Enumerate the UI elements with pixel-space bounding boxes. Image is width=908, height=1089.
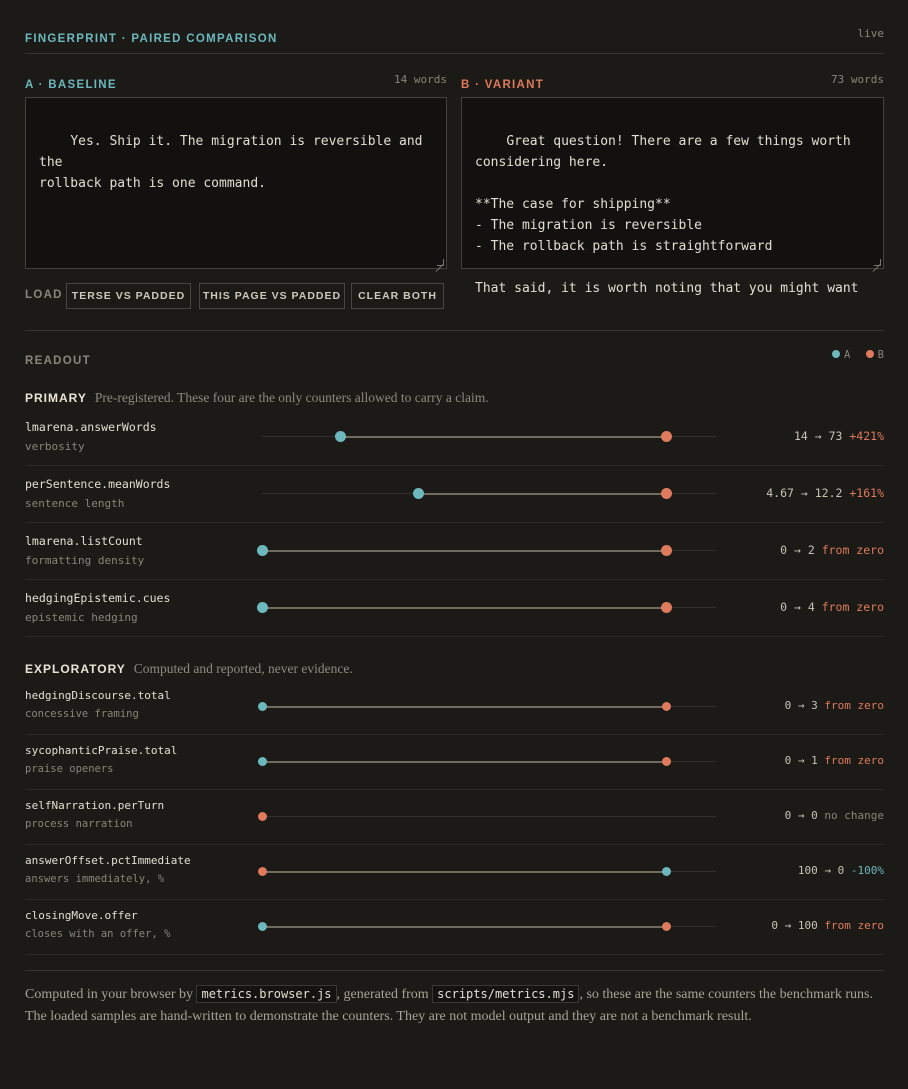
metric-value: [766, 486, 884, 500]
exploratory-title: EXPLORATORY: [25, 662, 126, 676]
metric-name: hedgingEpistemic.cues: [25, 591, 171, 605]
metric-a-value: 14: [793, 428, 808, 443]
metric-row: [25, 580, 884, 637]
metric-change: no change: [824, 809, 884, 823]
legend-b-dot-icon: [866, 350, 874, 358]
variant-point: [661, 488, 672, 499]
readout-header: [25, 349, 884, 367]
metric-b-value: 100: [797, 919, 818, 933]
baseline-point: [258, 922, 267, 931]
metric-name: lmarena.listCount: [25, 534, 143, 548]
baseline-point: [335, 431, 346, 442]
metric-b-value: 4: [807, 599, 815, 614]
metric-description: concessive framing: [25, 708, 139, 720]
divider: [25, 53, 884, 54]
metric-change: from zero: [824, 919, 884, 933]
metric-description: epistemic hedging: [25, 611, 138, 624]
baseline-point: [662, 867, 671, 876]
metric-description: formatting density: [25, 554, 145, 567]
arrow-icon: →: [791, 699, 812, 713]
legend-b-label: B: [877, 349, 884, 361]
clear-both-button[interactable]: CLEAR BOTH: [351, 283, 444, 309]
metric-description: praise openers: [25, 763, 114, 775]
baseline-point: [413, 488, 424, 499]
live-status: live: [857, 27, 884, 40]
variant-point: [662, 702, 671, 711]
arrow-icon: →: [791, 754, 812, 768]
metric-row: [25, 409, 884, 466]
baseline-text: Yes. Ship it. The migration is reversible and the rollback path is one command.: [39, 134, 423, 191]
metric-change: +421%: [849, 428, 884, 443]
metric-change: from zero: [821, 599, 884, 614]
metric-a-value: 0: [771, 919, 779, 933]
metric-row: [25, 680, 884, 735]
arrow-icon: →: [787, 599, 808, 614]
arrow-icon: →: [817, 864, 838, 878]
resize-handle-icon[interactable]: [874, 259, 881, 266]
metric-a-value: 0: [784, 809, 792, 823]
metric-b-value: 2: [807, 542, 815, 557]
metric-b-value: 73: [828, 428, 843, 443]
panel-b-label: B · VARIANT: [461, 79, 545, 91]
metric-description: closes with an offer, %: [25, 928, 171, 940]
resize-handle-icon[interactable]: [437, 259, 444, 266]
metric-name: perSentence.meanWords: [25, 477, 171, 491]
variant-point: [661, 545, 672, 556]
exploratory-section-header: [25, 658, 353, 674]
panel-b-word-count: 73 words: [831, 73, 884, 86]
baseline-point: [257, 545, 268, 556]
panel-a-label: A · BASELINE: [25, 79, 117, 91]
metric-name: hedgingDiscourse.total: [25, 689, 171, 702]
footer-text: , so these are the same counters the benchmark runs. The loaded samples are hand-written to demonstrate the counters. They are not model output and they are not a benchmark result.: [25, 987, 873, 1024]
metric-name: lmarena.answerWords: [25, 420, 157, 434]
code-metrics-mjs: scripts/metrics.mjs: [432, 985, 579, 1003]
primary-title: PRIMARY: [25, 391, 87, 405]
metric-value: [798, 864, 884, 877]
arrow-icon: →: [807, 428, 829, 443]
baseline-point: [258, 757, 267, 766]
metric-name: answerOffset.pctImmediate: [25, 854, 191, 867]
variant-point: [662, 757, 671, 766]
variant-point: [258, 812, 267, 821]
metric-row: [25, 900, 884, 955]
metric-name: closingMove.offer: [25, 909, 138, 922]
metric-a-value: 100: [797, 864, 818, 878]
metric-row: [25, 466, 884, 523]
variant-point: [258, 867, 267, 876]
metric-delta-bar: [418, 493, 666, 495]
legend-a-dot-icon: [832, 350, 840, 358]
variant-text: Great question! There are a few things worth considering here. **The case for shipping** - The migration is reversible - The rollback path is straightforward That said, it is worth noting that you might want: [475, 134, 859, 296]
metric-value: [785, 754, 884, 767]
metric-delta-bar: [262, 550, 666, 552]
divider: [25, 970, 884, 971]
metric-value: [771, 919, 884, 932]
metric-a-value: 0: [784, 699, 792, 713]
primary-description: Pre-registered. These four are the only counters allowed to carry a claim.: [94, 390, 489, 405]
metric-delta-bar: [262, 926, 666, 928]
load-label: LOAD: [25, 289, 63, 301]
page-title: FINGERPRINT · PAIRED COMPARISON: [25, 33, 278, 45]
footer-note: [25, 983, 884, 1028]
metric-b-value: 1: [811, 754, 818, 768]
panel-a-word-count: 14 words: [394, 73, 447, 86]
panel-b-header: [461, 73, 884, 91]
metric-delta-bar: [340, 436, 666, 438]
metric-delta-bar: [262, 761, 666, 763]
metric-a-value: 4.67: [766, 485, 794, 500]
code-metrics-browser: metrics.browser.js: [196, 985, 336, 1003]
metric-value: [785, 699, 884, 712]
metric-change: from zero: [824, 754, 884, 768]
metric-row: [25, 790, 884, 845]
legend: [832, 349, 884, 361]
metric-delta-bar: [262, 607, 666, 609]
metric-change: from zero: [824, 699, 884, 713]
row-divider: [25, 954, 884, 955]
metric-row: [25, 845, 884, 900]
variant-point: [661, 602, 672, 613]
arrow-icon: →: [778, 919, 798, 933]
metric-description: answers immediately, %: [25, 873, 165, 885]
metric-value: [780, 600, 884, 614]
variant-point: [662, 922, 671, 931]
metric-a-value: 0: [780, 599, 788, 614]
metric-name: sycophanticPraise.total: [25, 744, 178, 757]
load-terse-vs-padded-button[interactable]: TERSE VS PADDED: [66, 283, 191, 309]
baseline-point: [258, 702, 267, 711]
metric-b-value: 0: [811, 809, 818, 823]
metric-value: [794, 429, 884, 443]
metric-description: verbosity: [25, 440, 85, 453]
variant-point: [661, 431, 672, 442]
arrow-icon: →: [787, 542, 808, 557]
metric-delta-bar: [262, 871, 666, 873]
metric-change: +161%: [849, 485, 884, 500]
load-this-page-vs-padded-button[interactable]: THIS PAGE VS PADDED: [199, 283, 345, 309]
metric-delta-bar: [262, 706, 666, 708]
exploratory-description: Computed and reported, never evidence.: [133, 661, 353, 676]
metric-value: [780, 543, 884, 557]
header: [25, 27, 884, 45]
metric-value: [785, 809, 884, 822]
arrow-icon: →: [791, 809, 812, 823]
metric-description: process narration: [25, 818, 133, 830]
metric-b-value: 12.2: [814, 485, 843, 500]
divider: [25, 330, 884, 331]
row-divider: [25, 636, 884, 637]
panel-a-header: [25, 73, 447, 91]
footer-text: Computed in your browser by: [25, 987, 197, 1002]
metric-name: selfNarration.perTurn: [25, 799, 165, 812]
arrow-icon: →: [793, 485, 815, 500]
footer-text: , generated from: [336, 987, 433, 1002]
metric-track: [262, 816, 716, 817]
metric-change: from zero: [821, 542, 884, 557]
variant-textarea[interactable]: [461, 97, 884, 296]
readout-title: READOUT: [25, 355, 91, 367]
metric-a-value: 0: [780, 542, 788, 557]
baseline-point: [257, 602, 268, 613]
metric-b-value: 0: [837, 864, 845, 878]
legend-a-label: A: [844, 349, 851, 361]
primary-section-header: [25, 387, 489, 403]
baseline-textarea[interactable]: [25, 97, 447, 269]
metric-description: sentence length: [25, 497, 125, 510]
metric-row: [25, 735, 884, 790]
metric-b-value: 3: [811, 699, 818, 713]
metric-change: -100%: [850, 864, 884, 878]
metric-a-value: 0: [784, 754, 792, 768]
metric-row: [25, 523, 884, 580]
